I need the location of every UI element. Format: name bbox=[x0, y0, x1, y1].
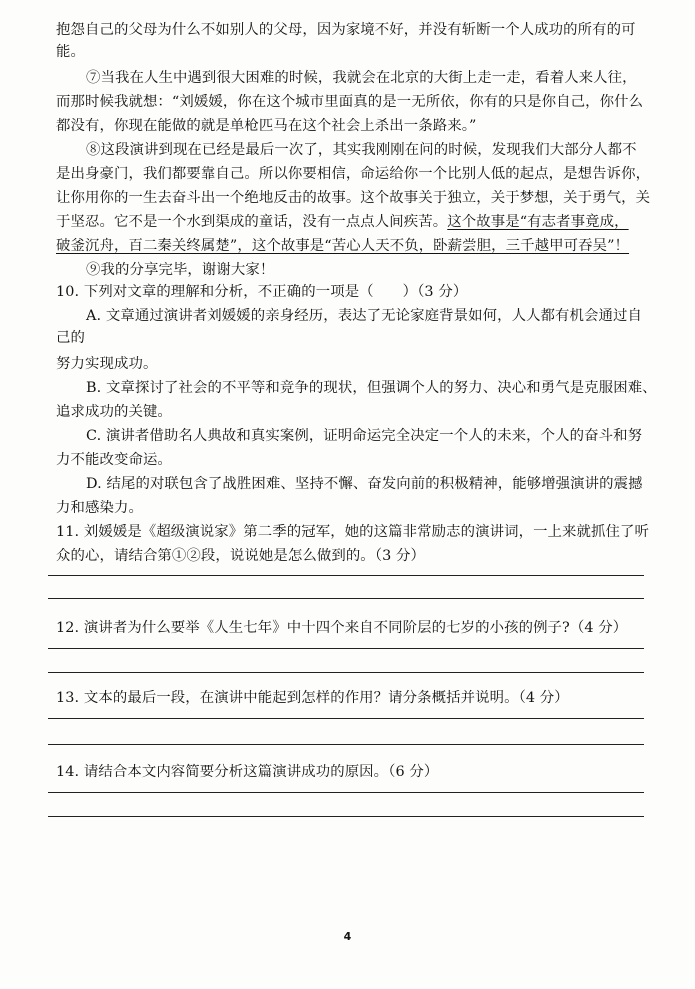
option-d: D. 结尾的对联包含了战胜困难、坚持不懈、奋发向前的积极精神，能够增强演讲的震撼 bbox=[86, 476, 643, 492]
question-10-stem: 10. 下列对文章的理解和分析，不正确的一项是（ ）（3 分） bbox=[56, 284, 468, 300]
answer-line[interactable] bbox=[48, 598, 644, 599]
question-14: 14. 请结合本文内容简要分析这篇演讲成功的原因。（6 分） bbox=[56, 764, 439, 780]
question-12: 12. 演讲者为什么要举《人生七年》中十四个来自不同阶层的七岁的小孩的例子?（4 分） bbox=[56, 620, 628, 636]
passage-line: 让你用你的一生去奋斗出一个绝地反击的故事。这个故事关于独立，关于梦想，关于勇气，关 bbox=[56, 190, 651, 206]
answer-line[interactable] bbox=[48, 718, 644, 719]
answer-line[interactable] bbox=[48, 816, 644, 817]
option-c-continued: 力不能改变命运。 bbox=[56, 452, 172, 468]
option-a: A. 文章通过演讲者刘媛媛的亲身经历，表达了无论家庭背景如何，人人都有机会通过自 bbox=[86, 308, 642, 324]
passage-text: 于坚忍。它不是一个水到渠成的童话，没有一点点人间疾苦。 bbox=[56, 214, 448, 230]
answer-line[interactable] bbox=[48, 792, 644, 793]
answer-line[interactable] bbox=[48, 575, 644, 576]
option-a-continued: 努力实现成功。 bbox=[56, 356, 158, 372]
passage-line: 能。 bbox=[56, 44, 85, 60]
answer-line[interactable] bbox=[48, 648, 644, 649]
passage-line: 而那时候我就想：“刘媛媛，你在这个城市里面真的是一无所依，你有的只是你自己，你什么 bbox=[56, 94, 644, 110]
option-a-continued: 己的 bbox=[56, 330, 85, 346]
passage-paragraph-8: ⑧这段演讲到现在已经是最后一次了，其实我刚刚在问的时候，发现我们大部分人都不 bbox=[86, 142, 637, 158]
question-13: 13. 文本的最后一段，在演讲中能起到怎样的作用？请分条概括并说明。（4 分） bbox=[56, 690, 569, 706]
underlined-couplet: 这个故事是“有志者事竟成， bbox=[447, 214, 629, 230]
option-b: B. 文章探讨了社会的不平等和竞争的现状，但强调个人的努力、决心和勇气是克服困难、 bbox=[86, 380, 657, 396]
passage-paragraph-9: ⑨我的分享完毕，谢谢大家！ bbox=[86, 262, 275, 278]
option-c: C. 演讲者借助名人典故和真实案例，证明命运完全决定一个人的未来，个人的奋斗和努 bbox=[86, 428, 643, 444]
passage-paragraph-7: ⑦当我在人生中遇到很大困难的时候，我就会在北京的大街上走一走，看着人来人往， bbox=[86, 70, 637, 86]
passage-line: 都没有，你现在能做的就是单枪匹马在这个社会上杀出一条路来。” bbox=[56, 118, 477, 134]
question-11-continued: 众的心，请结合第①②段，说说她是怎么做到的。（3 分） bbox=[56, 548, 425, 564]
passage-line: 抱怨自己的父母为什么不如别人的父母，因为家境不好，并没有斩断一个人成功的所有的可 bbox=[56, 22, 636, 38]
passage-line bbox=[56, 236, 646, 256]
option-d-continued: 力和感染力。 bbox=[56, 500, 143, 516]
underlined-couplet: 破釜沉舟，百二秦关终属楚”，这个故事是“苦心人天不负，卧薪尝胆，三千越甲可吞吴”！ bbox=[56, 238, 630, 254]
page-number: 4 bbox=[343, 930, 352, 943]
passage-line bbox=[56, 212, 646, 232]
option-b-continued: 追求成功的关键。 bbox=[56, 404, 172, 420]
answer-line[interactable] bbox=[48, 744, 644, 745]
answer-line[interactable] bbox=[48, 672, 644, 673]
question-11: 11. 刘媛媛是《超级演说家》第二季的冠军，她的这篇非常励志的演讲词，一上来就抓住了听 bbox=[56, 524, 649, 540]
passage-line: 是出身豪门，我们都要靠自己。所以你要相信，命运给你一个比别人低的起点，是想告诉你， bbox=[56, 166, 651, 182]
